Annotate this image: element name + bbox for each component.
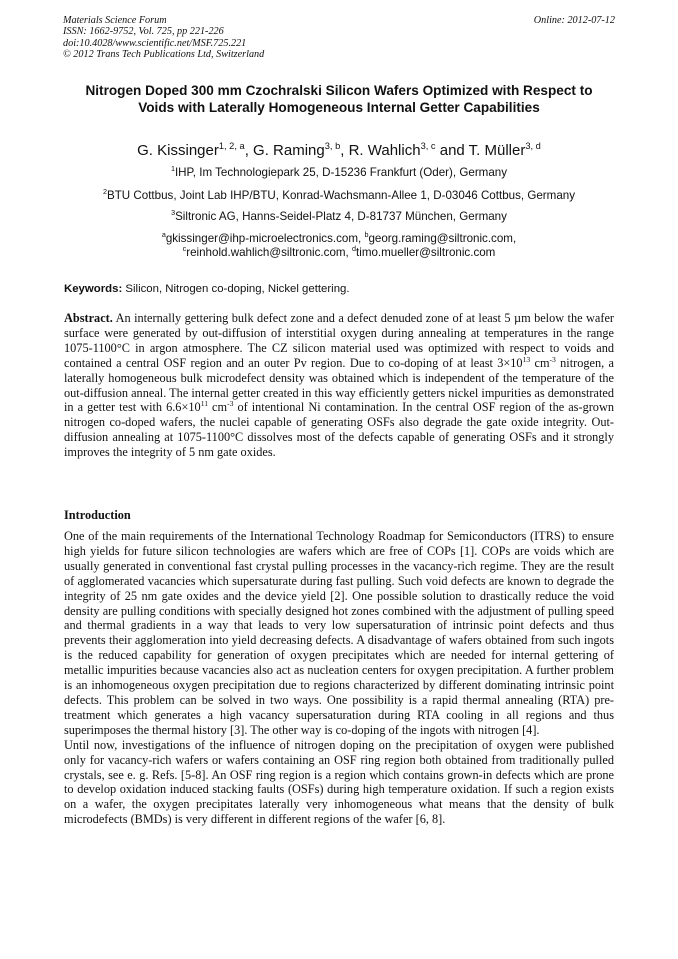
keywords-text: Silicon, Nitrogen co-doping, Nickel gettering.	[125, 283, 350, 295]
author-separator: ,	[340, 142, 349, 159]
keywords	[64, 282, 614, 296]
author-name: T. Müller	[468, 142, 526, 159]
email-mark: c	[182, 244, 187, 254]
abstract-label: Abstract.	[64, 311, 113, 325]
affiliation-2	[30, 189, 648, 203]
paper-title: Nitrogen Doped 300 mm Czochralski Silicon Wafers Optimized with Respect to Voids with Laterally Homogeneous Internal Getter Capabilities	[85, 83, 593, 116]
author-affiliation-mark: 3, b	[324, 141, 341, 151]
affiliation-text: IHP, Im Technologiepark 25, D-15236 Frankfurt (Oder), Germany	[174, 166, 508, 179]
email-mark: d	[352, 244, 357, 254]
email-mark: a	[161, 230, 166, 240]
keywords-label: Keywords:	[64, 283, 123, 295]
author-separator: ,	[244, 142, 254, 159]
email-a[interactable]: gkissinger@ihp-microelectronics.com,	[165, 232, 362, 245]
author-name: G. Kissinger	[137, 142, 219, 159]
exponent: -3	[227, 399, 234, 409]
paragraph: Until now, investigations of the influence of nitrogen doping on the precipitation of oxygen were published only for vacancy-rich wafers or wafers containing an OSF ring region both obtained from traditionally pulled crystals, see e. g. Refs. [5-8]. An OSF ring region is a region which contains grown-in defects which are prone to develop oxidation induced stacking faults (OSFs) during high temperature oxidation. If such a region exists on a wafer, the oxygen precipitates laterally very inhomogeneous what means that the density of bulk microdefects (BMDs) is very different in different regions of the wafer [6, 8].	[64, 737, 614, 827]
doi-line[interactable]: doi:10.4028/www.scientific.net/MSF.725.221	[63, 37, 247, 49]
issn-line: ISSN: 1662-9752, Vol. 725, pp 221-226	[63, 26, 224, 38]
section-heading-introduction: Introduction	[64, 508, 131, 522]
email-line-2	[30, 246, 648, 260]
author-name: G. Raming	[253, 142, 325, 159]
abstract-text: nitrogen, a laterally homogeneous bulk microdefect density was obtained which is independent of the temperature of the out-diffusion anneal. The internal getter created in this way efficiently getters nickel impurities as demonstrated in a getter test with 6.6×10	[64, 355, 614, 415]
online-date: Online: 2012-07-12	[533, 15, 615, 26]
paragraph: One of the main requirements of the International Technology Roadmap for Semiconductors (ITRS) to ensure high yields for future silicon technologies are wafers which are free of COPs [1]. COPs are voids which are usually generated in conventional fast crystal pulling processes in the vacancy-rich regime. They are the result of agglomerated vacancies which supersaturate during fast pulling. Such void defects are known to degrade the integrity of 25 nm gate oxides and the device yield [2]. One possible solution to drastically reduce the void density are pulling conditions with specially designed hot zones combined with the adjustment of pulling speed and thermal gradients in a way that leads to very low supersaturation of intrinsic point defects and thus prevents their agglomeration into yield decreasing defects. A disadvantage of wafers obtained from such ingots is the reduced capability for generation of oxygen precipitates which are needed for internal gettering of metallic impurities because vacancies also act as nucleation centers for oxygen precipitation. A further problem is an inhomogeneous oxygen precipitation due to regions characterized by different dominating intrinsic point defects. This problem can be solved in two ways. One possibility is a rapid thermal annealing (RTA) pre-treatment which generates a high vacancy supersaturation during RTA cooling in all regions and thus superimposes the thermal history [3]. The other way is co-doping of the ingots with nitrogen [4].	[64, 529, 614, 737]
affiliation-3	[30, 210, 648, 224]
affiliation-mark: 1	[170, 164, 175, 174]
affiliation-text: BTU Cottbus, Joint Lab IHP/BTU, Konrad-Wachsmann-Allee 1, D-03046 Cottbus, Germany	[106, 189, 576, 202]
affiliation-1	[30, 166, 648, 180]
affiliation-mark: 2	[102, 187, 107, 197]
author-affiliation-mark: 3, c	[420, 141, 436, 151]
author-affiliation-mark: 1, 2, a	[218, 141, 245, 151]
affiliation-text: Siltronic AG, Hanns-Seidel-Platz 4, D-81737 München, Germany	[175, 210, 507, 223]
exponent: 13	[522, 354, 531, 364]
email-b[interactable]: georg.raming@siltronic.com,	[368, 232, 517, 245]
email-c[interactable]: reinhold.wahlich@siltronic.com,	[186, 246, 349, 259]
email-mark: b	[364, 230, 369, 240]
unit: cm	[530, 355, 550, 370]
exponent: -3	[549, 354, 556, 364]
copyright-line: © 2012 Trans Tech Publications Ltd, Switzerland	[63, 48, 265, 60]
exponent: 11	[200, 399, 209, 409]
author-list	[40, 141, 638, 161]
unit: cm	[208, 400, 228, 415]
abstract	[64, 311, 614, 460]
author-name: R. Wahlich	[348, 142, 421, 159]
author-affiliation-mark: 3, d	[525, 141, 541, 151]
abstract-text: of intentional Ni contamination. In the central OSF region of the as-grown nitrogen co-doped wafers, the nuclei capable of generating OSFs also degrade the gate oxide integrity. Out-diffusion annealing at 1075-1100°C dissolves most of the defects capable of generating OSFs and it strongly improves the integrity of 5 nm gate oxides.	[64, 400, 614, 460]
journal-name: Materials Science Forum	[63, 15, 167, 26]
email-line-1	[30, 232, 648, 246]
affiliation-mark: 3	[171, 208, 176, 218]
email-d[interactable]: timo.mueller@siltronic.com	[356, 246, 496, 259]
author-separator: and	[435, 142, 469, 159]
abstract-text: An internally gettering bulk defect zone and a defect denuded zone of at least 5 µm below the wafer surface were generated by out-diffusion of interstitial oxygen during annealing at temperatures in the range 1075-1100°C in argon atmosphere. The CZ silicon material used was optimized with respect to voids and contained a central OSF region and an outer Pv region. Due to co-doping of at least 3×10	[64, 311, 614, 370]
journal-header	[63, 15, 615, 60]
introduction-body	[64, 529, 614, 827]
